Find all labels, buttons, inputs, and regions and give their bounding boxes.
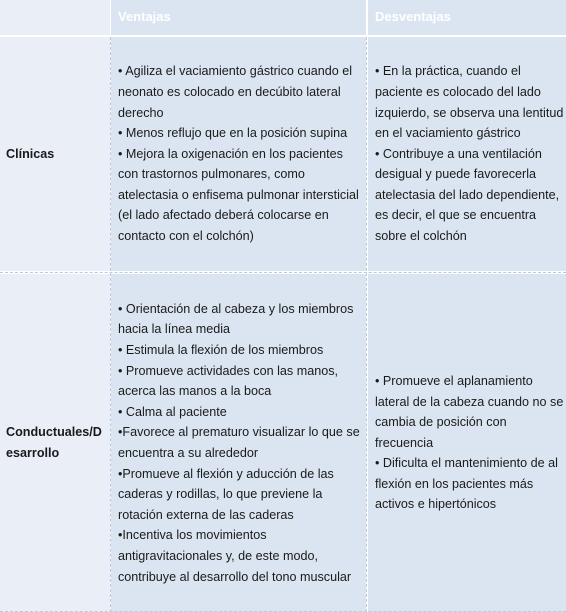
desventajas-cell xyxy=(368,274,566,612)
list-item: • Dificulta el mantenimiento de al flexión en los pacientes más activos e hipertónicos xyxy=(375,456,558,512)
list-item: • Promueve actividades con las manos, acerca las manos a la boca xyxy=(118,363,339,399)
list-item: • Estimula la flexión de los miembros xyxy=(118,343,324,358)
list-item: • Menos reflujo que en la posición supina xyxy=(118,126,348,141)
row-divider xyxy=(0,272,566,273)
list-item: • Mejora la oxigenación en los pacientes con trastornos pulmonares, como atelectasia o enfisema pulmonar intersticial (el lado afectado deberá colocarse en contacto con el colchón) xyxy=(118,146,359,244)
ventajas-list xyxy=(118,299,362,587)
desventajas-cell xyxy=(368,37,566,271)
list-item: •Promueve al flexión y aducción de las caderas y rodillas, lo que previene la rotación externa de las caderas xyxy=(118,466,334,522)
desventajas-list xyxy=(375,371,564,515)
list-item: •Favorece al prematuro visualizar lo que se encuentra a su alrededor xyxy=(118,425,360,460)
column-divider xyxy=(366,37,367,612)
list-item: • Contribuye a una ventilación desigual y puede favorecerla atelectasia del lado dependiente, es decir, el que se encuentra sobre el colchón xyxy=(375,146,560,244)
header-empty-cell xyxy=(0,0,110,35)
ventajas-cell xyxy=(111,37,366,271)
list-item: • En la práctica, cuando el paciente es colocado del lado izquierdo, se observa una lentitud en el vaciamiento gástrico xyxy=(375,64,564,141)
row-label xyxy=(0,37,110,271)
list-item: • Calma al paciente xyxy=(118,404,227,419)
row-label xyxy=(0,274,110,612)
list-item: • Promueve el aplanamiento lateral de la cabeza cuando no se cambia de posición con frecuencia xyxy=(375,373,564,450)
table-row xyxy=(0,37,566,271)
column-divider xyxy=(110,37,111,612)
ventajas-list xyxy=(118,61,362,246)
table-header-row xyxy=(0,0,566,35)
row-label-text: Clínicas xyxy=(6,146,55,161)
list-item: •Incentiva los movimientos antigravitacionales y, de este modo, contribuye al desarrollo del tono muscular xyxy=(118,528,352,584)
header-ventajas: Ventajas xyxy=(111,0,366,35)
row-label-text: Conductuales/Desarrollo xyxy=(6,425,102,460)
header-desventajas: Desventajas xyxy=(368,0,566,35)
desventajas-list xyxy=(375,61,564,246)
ventajas-cell xyxy=(111,274,366,612)
list-item: • Orientación de al cabeza y los miembros hacia la línea media xyxy=(118,301,354,337)
list-item: • Agiliza el vaciamiento gástrico cuando el neonato es colocado en decúbito lateral derecho xyxy=(118,64,353,120)
table-row xyxy=(0,274,566,612)
